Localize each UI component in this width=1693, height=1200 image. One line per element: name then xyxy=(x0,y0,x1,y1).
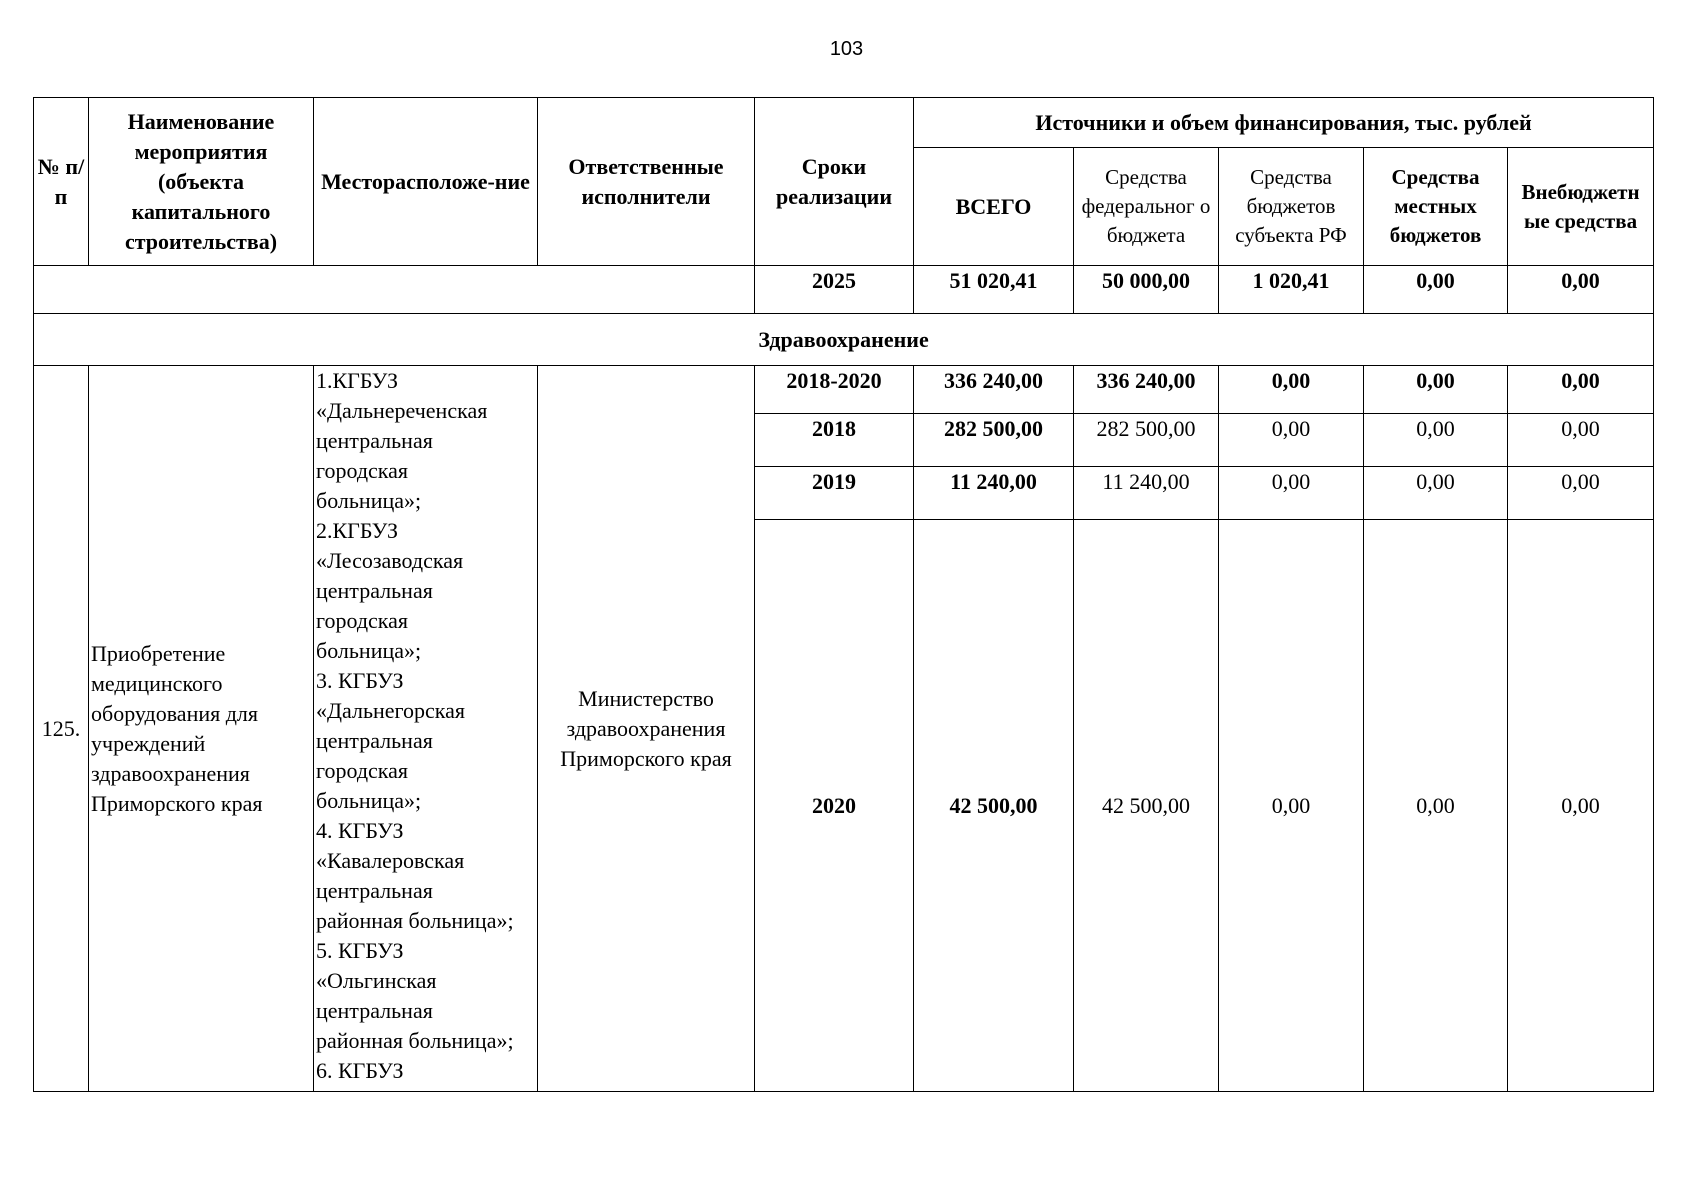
header-local: Средства местных бюджетов xyxy=(1364,148,1508,266)
header-name: Наименование мероприятия (объекта капитального строительства) xyxy=(89,98,314,266)
location-lines xyxy=(316,366,537,1086)
header-row-1 xyxy=(34,98,1654,148)
row3-year: 2020 xyxy=(755,520,914,1092)
location-line: «Дальнереченская xyxy=(316,398,488,423)
row1-total: 282 500,00 xyxy=(914,414,1074,467)
row3-subject: 0,00 xyxy=(1219,520,1364,1092)
row3-extra: 0,00 xyxy=(1508,520,1654,1092)
location-line: городская xyxy=(316,608,409,633)
location-line: больница»; xyxy=(316,638,422,663)
location-line: «Лесозаводская xyxy=(316,548,464,573)
location-line: центральная xyxy=(316,428,433,453)
header-extra: Внебюджетн ые средства xyxy=(1508,148,1654,266)
carry-federal: 50 000,00 xyxy=(1074,266,1219,314)
location-line: центральная xyxy=(316,998,433,1023)
row2-local: 0,00 xyxy=(1364,467,1508,520)
row3-local: 0,00 xyxy=(1364,520,1508,1092)
row1-federal: 282 500,00 xyxy=(1074,414,1219,467)
header-responsible: Ответственные исполнители xyxy=(538,98,755,266)
location-line: 1.КГБУЗ xyxy=(316,368,399,393)
carry-local: 0,00 xyxy=(1364,266,1508,314)
location-line: 2.КГБУЗ xyxy=(316,518,399,543)
header-total: ВСЕГО xyxy=(914,148,1074,266)
row2-federal: 11 240,00 xyxy=(1074,467,1219,520)
row3-federal: 42 500,00 xyxy=(1074,520,1219,1092)
row2-year: 2019 xyxy=(755,467,914,520)
row1-subject: 0,00 xyxy=(1219,414,1364,467)
page-number: 103 xyxy=(829,38,864,60)
location-line: 6. КГБУЗ xyxy=(316,1058,404,1083)
carry-subject: 1 020,41 xyxy=(1219,266,1364,314)
header-subject: Средства бюджетов субъекта РФ xyxy=(1219,148,1364,266)
row1-extra: 0,00 xyxy=(1508,414,1654,467)
item-location xyxy=(314,366,538,1092)
row2-subject: 0,00 xyxy=(1219,467,1364,520)
carry-year: 2025 xyxy=(755,266,914,314)
location-line: больница»; xyxy=(316,788,422,813)
financing-table xyxy=(33,97,1654,1092)
carry-extra: 0,00 xyxy=(1508,266,1654,314)
row0-local: 0,00 xyxy=(1364,366,1508,414)
row2-extra: 0,00 xyxy=(1508,467,1654,520)
location-line: центральная xyxy=(316,728,433,753)
location-line: «Дальнегорская xyxy=(316,698,465,723)
row0-total: 336 240,00 xyxy=(914,366,1074,414)
row1-local: 0,00 xyxy=(1364,414,1508,467)
header-period: Сроки реализации xyxy=(755,98,914,266)
item-responsible: Министерство здравоохранения Приморского края xyxy=(538,366,755,1092)
carry-over-blank xyxy=(34,266,755,314)
location-line: районная больница»; xyxy=(316,1028,514,1053)
item-name: Приобретение медицинского оборудования для учреждений здравоохранения Приморского края xyxy=(89,366,314,1092)
location-line: городская xyxy=(316,458,409,483)
item-number: 125. xyxy=(34,366,89,1092)
header-location: Месторасположе-ние xyxy=(314,98,538,266)
location-line: 3. КГБУЗ xyxy=(316,668,404,693)
location-line: городская xyxy=(316,758,409,783)
location-line: больница»; xyxy=(316,488,422,513)
item-row-2018-2020 xyxy=(34,366,1654,414)
row0-extra: 0,00 xyxy=(1508,366,1654,414)
row0-year: 2018-2020 xyxy=(755,366,914,414)
location-line: 5. КГБУЗ xyxy=(316,938,404,963)
row2-total: 11 240,00 xyxy=(914,467,1074,520)
section-title: Здравоохранение xyxy=(34,314,1654,366)
section-row xyxy=(34,314,1654,366)
location-line: центральная xyxy=(316,878,433,903)
carry-total: 51 020,41 xyxy=(914,266,1074,314)
location-line: 4. КГБУЗ xyxy=(316,818,404,843)
header-num: № п/п xyxy=(34,98,89,266)
row1-year: 2018 xyxy=(755,414,914,467)
header-federal: Средства федеральног о бюджета xyxy=(1074,148,1219,266)
location-line: «Кавалеровская xyxy=(316,848,465,873)
header-financing-group: Источники и объем финансирования, тыс. рублей xyxy=(914,98,1654,148)
row0-subject: 0,00 xyxy=(1219,366,1364,414)
location-line: районная больница»; xyxy=(316,908,514,933)
location-line: центральная xyxy=(316,578,433,603)
row3-total: 42 500,00 xyxy=(914,520,1074,1092)
location-line: «Ольгинская xyxy=(316,968,437,993)
row0-federal: 336 240,00 xyxy=(1074,366,1219,414)
carry-over-row xyxy=(34,266,1654,314)
